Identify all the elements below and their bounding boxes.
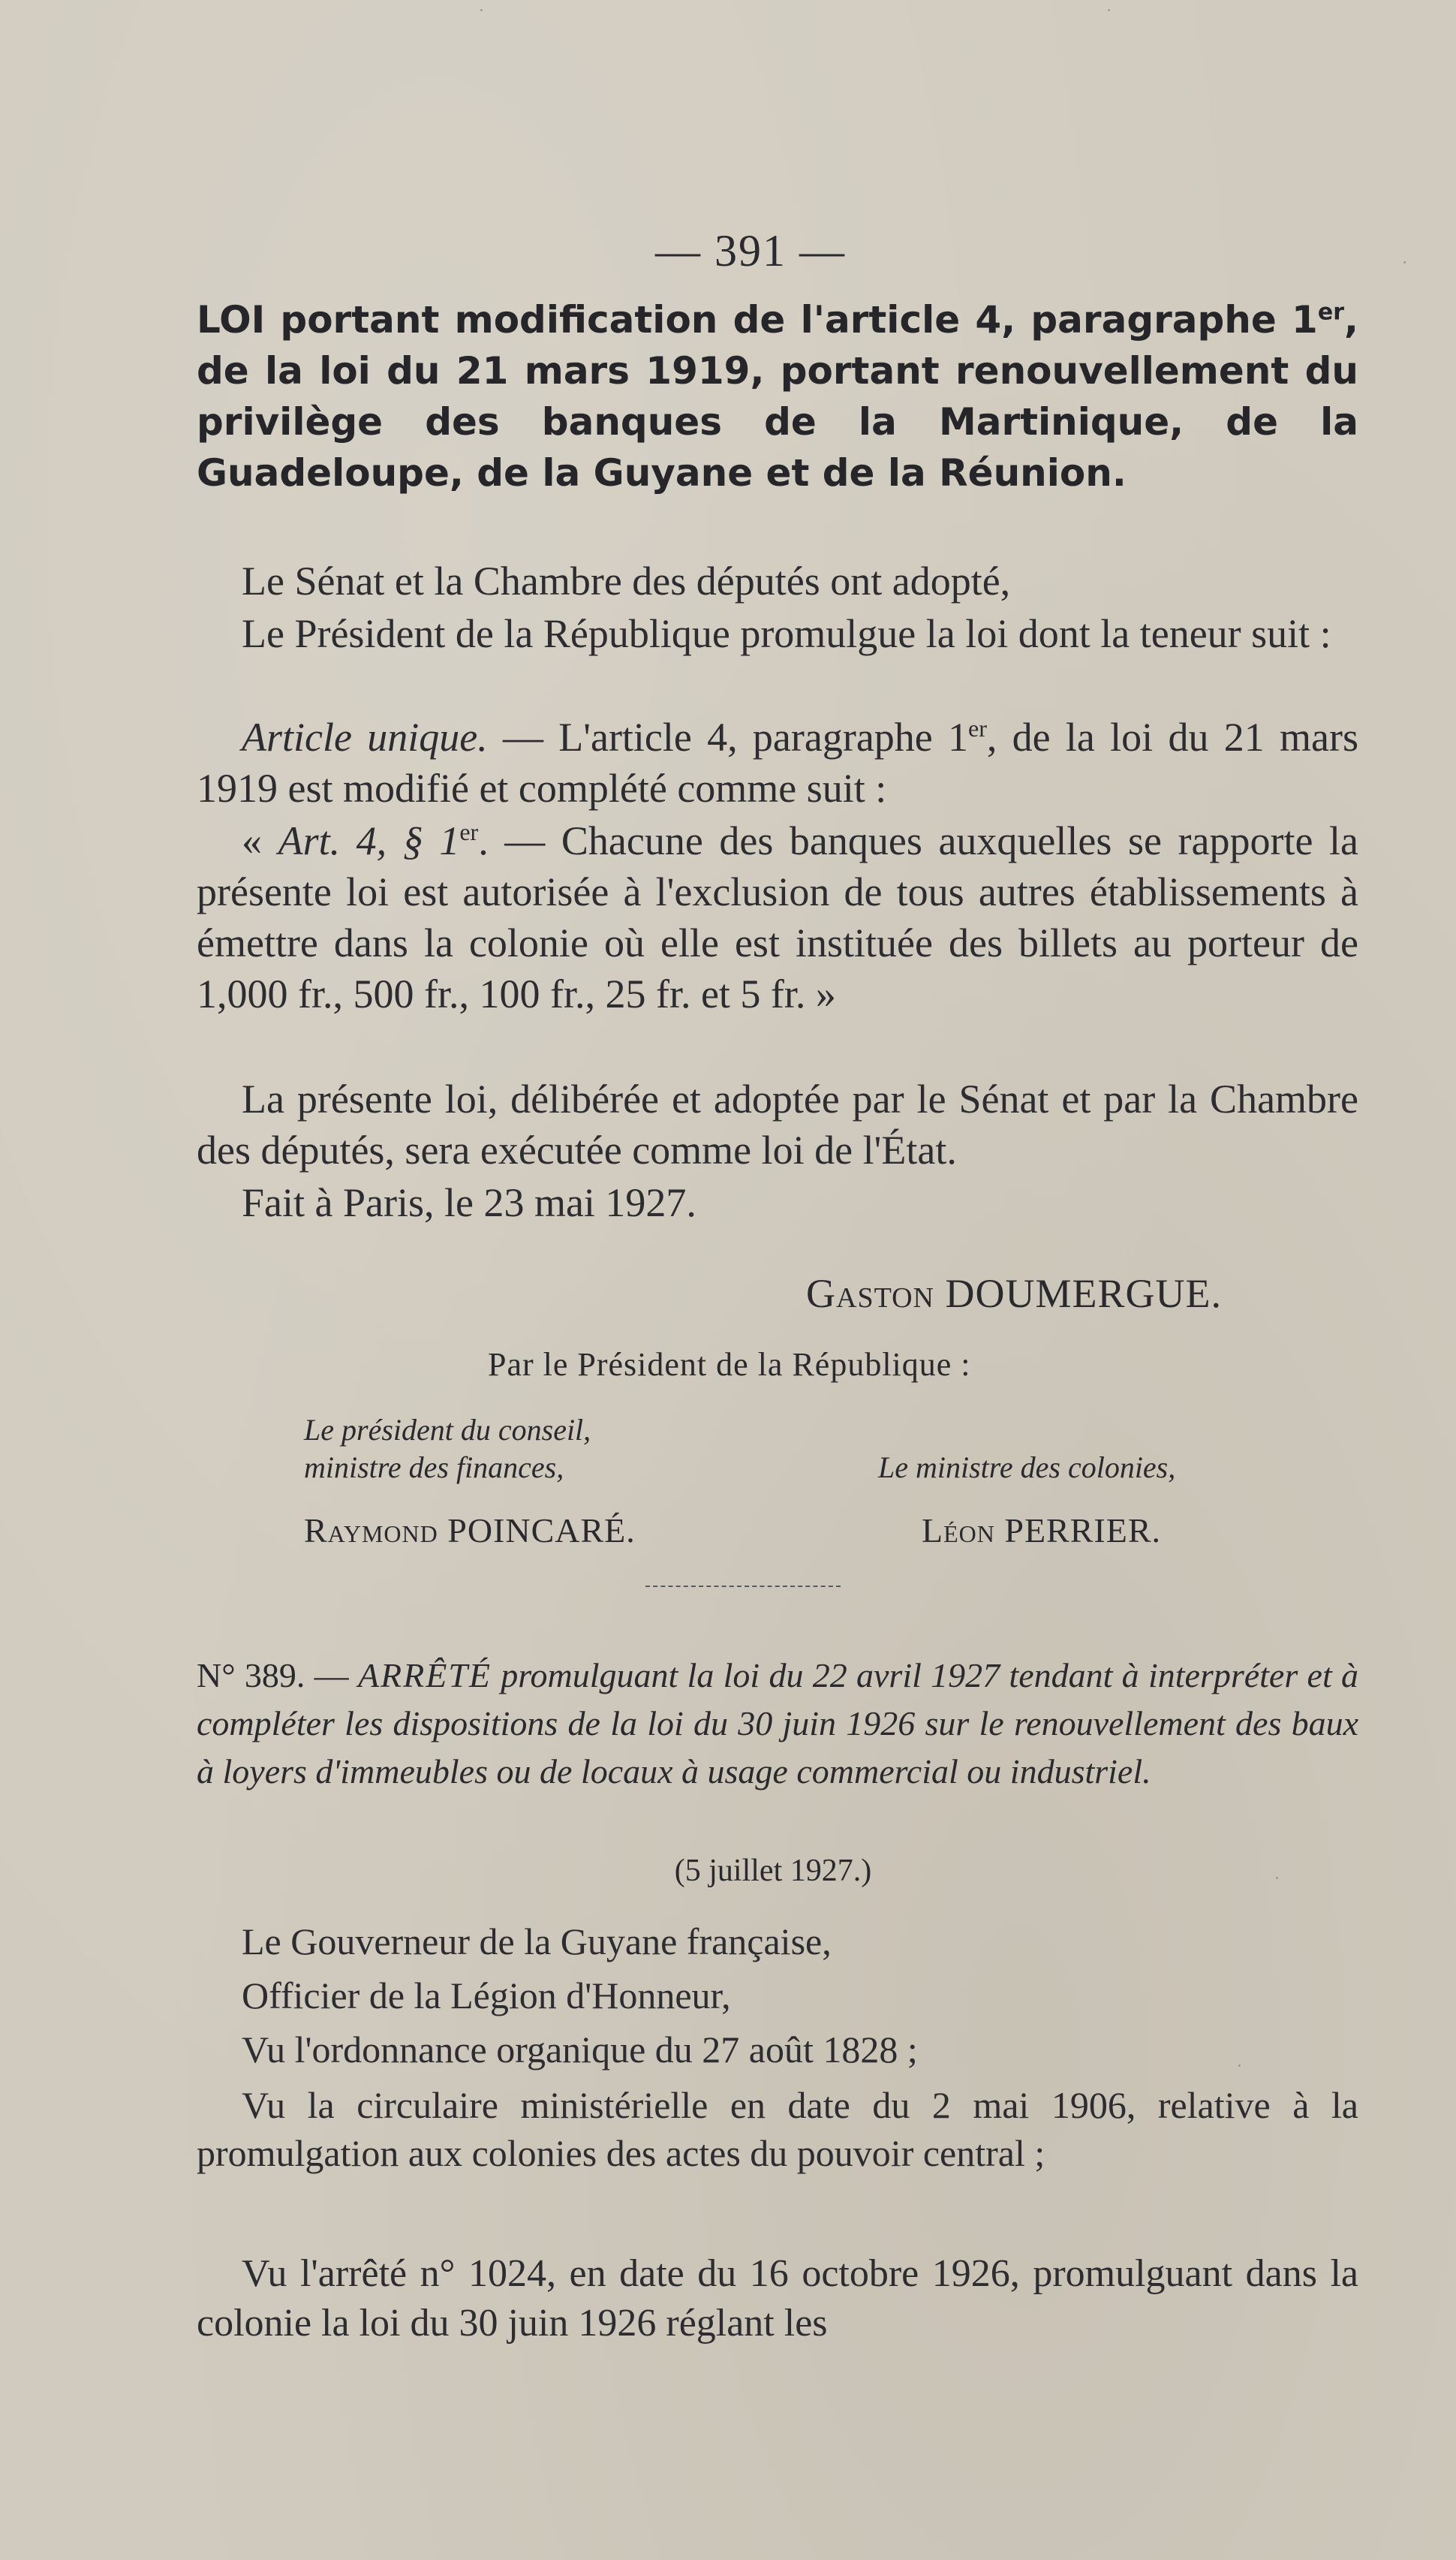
paper-speck (1403, 261, 1406, 264)
article-4-label: Art. 4, § 1 (278, 818, 460, 863)
article-unique-sup: er (968, 715, 987, 742)
arrete-dash: — (305, 1656, 358, 1694)
law-title-rest: , de la loi du 21 mars 1919, portant renouvellement du privilège des banques de la Martinique, de la Guadeloupe, de la Guyane et de la Réunion. (197, 298, 1358, 495)
section-divider (645, 1586, 841, 1587)
paper-speck (1238, 2065, 1241, 2067)
law-paragraph-article-unique (197, 712, 1358, 814)
page-number: — 391 — (655, 226, 846, 276)
law-paragraph-adopted: Le Sénat et la Chambre des députés ont adopté, (242, 559, 1011, 604)
quote-open: « (242, 818, 278, 863)
par-le-president: Par le Président de la République : (488, 1346, 971, 1383)
minister-left-role (304, 1411, 591, 1486)
minister-left-name: Raymond POINCARÉ. (304, 1511, 636, 1550)
paper-speck (1108, 9, 1110, 11)
law-paragraph-promulgation: Le Président de la République promulgue la loi dont la teneur suit : (242, 611, 1331, 656)
arrete-date: (5 juillet 1927.) (674, 1854, 872, 1888)
minister-left-role-1: Le président du conseil, (304, 1413, 591, 1447)
article-unique-text-b: , de la loi du 21 mars 1919 est modifié et complété comme suit : (197, 715, 1358, 811)
minister-left-role-2: ministre des finances, (304, 1450, 564, 1484)
law-title-sup: er (1317, 299, 1344, 326)
arrete-officer: Officier de la Légion d'Honneur, (242, 1974, 731, 2016)
arrete-vu-arrete: Vu l'arrêté n° 1024, en date du 16 octobre 1926, promulguant dans la colonie la loi du 30 juin 1926 réglant les (197, 2252, 1358, 2345)
article-4-sup: er (459, 818, 479, 845)
article-unique-text-a: — L'article 4, paragraphe 1 (487, 715, 969, 760)
law-title-main: LOI portant modification de l'article 4, paragraphe 1 (197, 298, 1318, 342)
arrete-title (197, 1652, 1358, 1796)
paper-speck (480, 9, 483, 11)
arrete-word: ARRÊTÉ (357, 1656, 492, 1694)
law-paragraph-article-4 (197, 815, 1358, 1019)
arrete-vu-circulaire: Vu la circulaire ministérielle en date du 2 mai 1906, relative à la promulgation aux colonies des actes du pouvoir central ; (197, 2084, 1358, 2174)
minister-right-role: Le ministre des colonies, (878, 1450, 1176, 1484)
law-title (197, 294, 1358, 498)
signatory-doumergue: Gaston DOUMERGUE. (806, 1271, 1222, 1316)
arrete-governor: Le Gouverneur de la Guyane française, (242, 1920, 832, 1962)
minister-right-name: Léon PERRIER. (922, 1511, 1162, 1550)
paper-speck (1276, 1877, 1278, 1879)
arrete-vu-ordonnance: Vu l'ordonnance organique du 27 août 1828 ; (242, 2028, 918, 2071)
article-unique-label: Article unique. (242, 715, 488, 760)
arrete-number: N° 389. (197, 1656, 305, 1694)
law-paragraph-execution: La présente loi, délibérée et adoptée par le Sénat et par la Chambre des députés, sera exécutée comme loi de l'État. (197, 1077, 1358, 1173)
law-paragraph-fait: Fait à Paris, le 23 mai 1927. (242, 1180, 696, 1225)
arrete-title-text: promulguant la loi du 22 avril 1927 tendant à interpréter et à compléter les dispositions de la loi du 30 juin 1926 sur le renouvellement des baux à loyers d'immeubles ou de locaux à usage commercial ou industriel. (197, 1656, 1358, 1790)
article-4-text: . — Chacune des banques auxquelles se rapporte la présente loi est autorisée à l'exclusion de tous autres établissements à émettre dans la colonie où elle est instituée des billets au porteur de 1,000 fr., 500 fr., 100 fr., 25 fr. et 5 fr. » (197, 818, 1358, 1016)
